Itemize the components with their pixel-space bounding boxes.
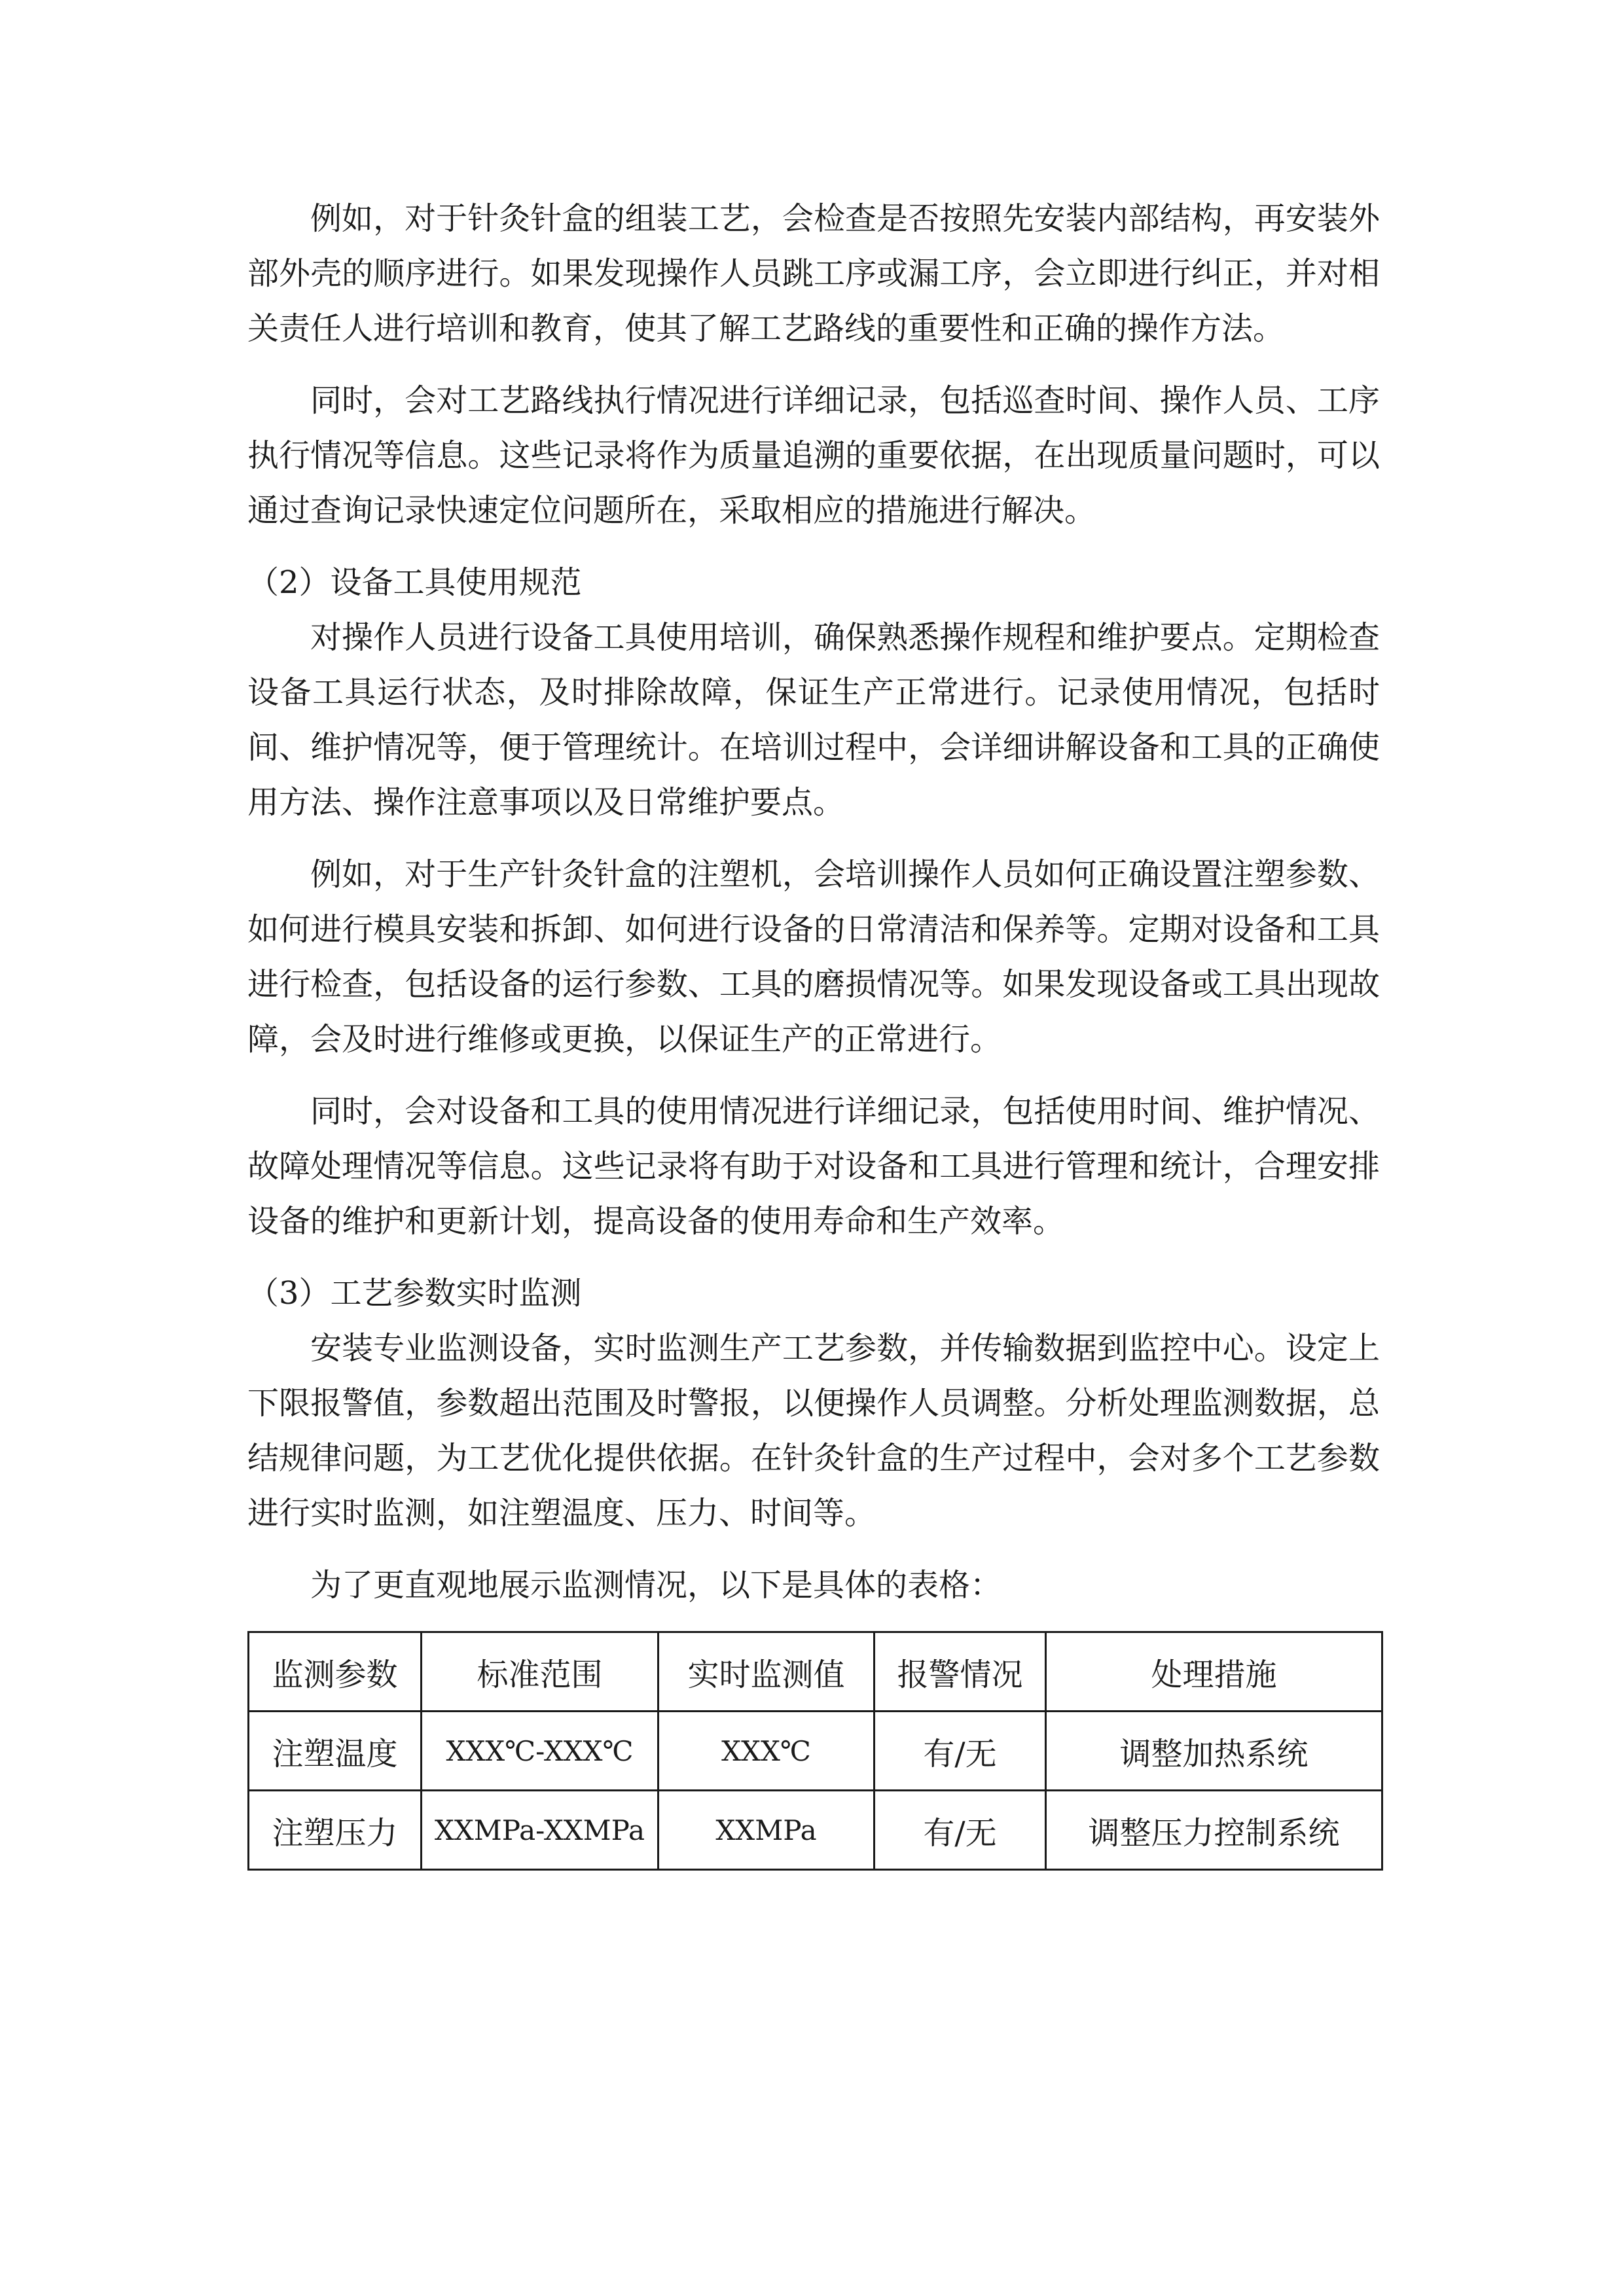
paragraph: 例如，对于生产针灸针盒的注塑机，会培训操作人员如何正确设置注塑参数、如何进行模具安装和拆卸、如何进行设备的日常清洁和保养等。定期对设备和工具进行检查，包括设备的运行参数、工具的磨损情况等。如果发现设备或工具出现故障，会及时进行维修或更换，以保证生产的正常进行。 xyxy=(247,856,1380,1058)
table-row xyxy=(249,1791,1382,1870)
table-header-cell: 标准范围 xyxy=(422,1632,659,1712)
table-header-cell: 处理措施 xyxy=(1046,1632,1382,1712)
table-row xyxy=(249,1712,1382,1791)
table-cell: 调整加热系统 xyxy=(1046,1712,1382,1791)
table-cell: 注塑压力 xyxy=(249,1791,422,1870)
paragraph: 为了更直观地展示监测情况，以下是具体的表格： xyxy=(310,1567,1002,1604)
paragraph: 同时，会对工艺路线执行情况进行详细记录，包括巡查时间、操作人员、工序执行情况等信息。这些记录将作为质量追溯的重要依据，在出现质量问题时，可以通过查询记录快速定位问题所在，采取相应的措施进行解决。 xyxy=(247,382,1380,529)
section-heading: （3）工艺参数实时监测 xyxy=(247,1275,582,1312)
document-page xyxy=(247,191,1380,1871)
paragraph: 同时，会对设备和工具的使用情况进行详细记录，包括使用时间、维护情况、故障处理情况等信息。这些记录将有助于对设备和工具进行管理和统计，合理安排设备的维护和更新计划，提高设备的使用寿命和生产效率。 xyxy=(247,1093,1380,1240)
table-header-row xyxy=(249,1632,1382,1712)
section-heading: （2）设备工具使用规范 xyxy=(247,564,582,601)
table-cell: 有/无 xyxy=(875,1791,1046,1870)
table-cell: 注塑温度 xyxy=(249,1712,422,1791)
paragraph: 安装专业监测设备，实时监测生产工艺参数，并传输数据到监控中心。设定上下限报警值，参数超出范围及时警报，以便操作人员调整。分析处理监测数据，总结规律问题，为工艺优化提供依据。在针灸针盒的生产过程中，会对多个工艺参数进行实时监测，如注塑温度、压力、时间等。 xyxy=(247,1330,1380,1532)
table-header-cell: 监测参数 xyxy=(249,1632,422,1712)
table-cell: XXMPa-XXMPa xyxy=(422,1791,659,1870)
paragraph: 对操作人员进行设备工具使用培训，确保熟悉操作规程和维护要点。定期检查设备工具运行状态，及时排除故障，保证生产正常进行。记录使用情况，包括时间、维护情况等，便于管理统计。在培训过程中，会详细讲解设备和工具的正确使用方法、操作注意事项以及日常维护要点。 xyxy=(247,619,1380,821)
table-header-cell: 报警情况 xyxy=(875,1632,1046,1712)
table-cell: XXX℃-XXX℃ xyxy=(422,1712,659,1791)
table-cell: XXX℃ xyxy=(659,1712,875,1791)
table-cell: 调整压力控制系统 xyxy=(1046,1791,1382,1870)
monitoring-table xyxy=(247,1631,1383,1871)
table-cell: 有/无 xyxy=(875,1712,1046,1791)
paragraph: 例如，对于针灸针盒的组装工艺，会检查是否按照先安装内部结构，再安装外部外壳的顺序进行。如果发现操作人员跳工序或漏工序，会立即进行纠正，并对相关责任人进行培训和教育，使其了解工艺路线的重要性和正确的操作方法。 xyxy=(247,200,1380,347)
table-header-cell: 实时监测值 xyxy=(659,1632,875,1712)
table-cell: XXMPa xyxy=(659,1791,875,1870)
